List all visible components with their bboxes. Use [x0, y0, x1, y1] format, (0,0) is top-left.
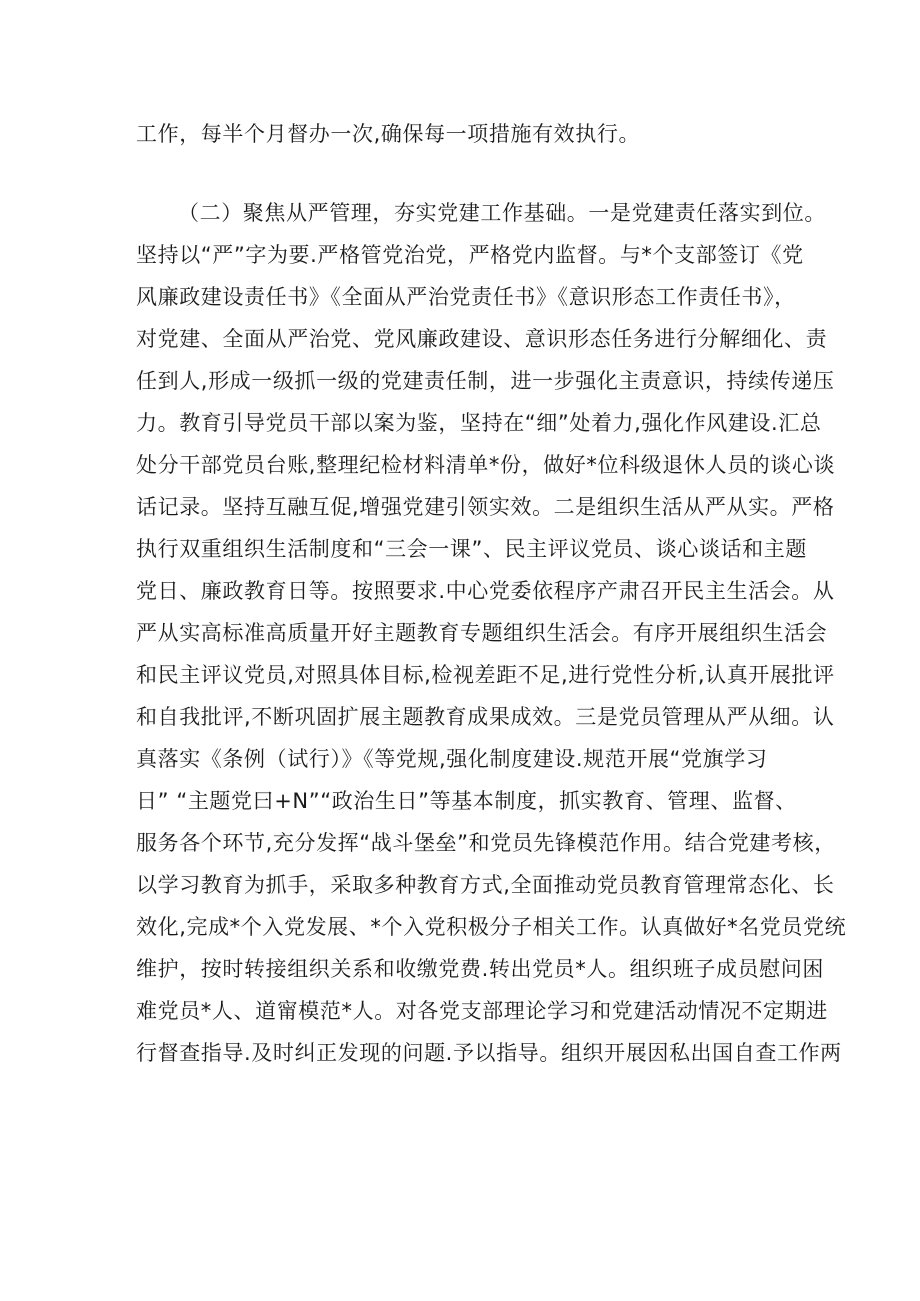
text-line-18: 以学习教育为抓手，采取多种教育方式,全面推动党员教育管理常态化、长 [136, 873, 835, 897]
text-line-16: 日” “主题党曰+N”“政治生日”等基本制度，抓实教育、管理、监督、 [136, 789, 797, 813]
text-line-4: 风廉政建设责任书》《全面从严治党责任书》《意识形态工作责任书》， [136, 285, 796, 309]
paragraph-start-line: （二）聚焦从严管理，夯实党建工作基础。一是党建责任落实到位。 [178, 201, 826, 225]
text-line-8: 处分干部党员台账,整理纪检材料清单*份，做好*位科级退休人员的谈心谈 [136, 453, 836, 477]
text-line-17: 服务各个环节,充分发挥“战斗堡垒”和党员先锋模范作用。结合党建考核， [136, 831, 836, 855]
text-line-22: 行督查指导.及时纠正发现的问题.予以指导。组织开展因私出国自查工作两 [136, 1041, 842, 1065]
text-line-15: 真落实《条例（试行）》《等党规,强化制度建设.规范开展“党旗学习 [136, 747, 768, 771]
text-line-21: 难党员*人、道甯模范*人。对各党支部理论学习和党建活动情况不定期进 [136, 999, 828, 1023]
text-line-14: 和自我批评,不断巩固扩展主题教育成果成效。三是党员管理从严从细。认 [136, 705, 835, 729]
text-line-5: 对党建、全面从严治党、党风廉政建设、意识形态任务进行分解细化、责 [136, 327, 828, 351]
text-line-7: 力。教育引导党员干部以案为鉴，坚持在“细”处着力,强化作风建设.汇总 [136, 411, 822, 435]
text-line-6: 任到人,形成一级抓一级的党建责任制，进一步强化主责意识，持续传递压 [136, 369, 835, 393]
text-line-13: 和民主评议党员,对照具体目标,检视差距不足,进行党性分析,认真开展批评 [136, 663, 835, 687]
text-line-3: 坚持以“严”字为要.严格管党治党，严格党内监督。与*个支部签订《党 [136, 243, 804, 267]
text-line-9: 话记录。坚持互融互促,增强党建引领实效。二是组织生活从严从实。严格 [136, 495, 835, 519]
text-line-10: 执行双重组织生活制度和“三会一课”、民主评议党员、谈心谈话和主题 [136, 537, 807, 561]
text-line-12: 严从实高标准高质量开好主题教育专题组织生活会。有序开展组织生活会 [136, 621, 828, 645]
text-line-11: 党日、廉政教育日等。按照要求.中心党委依程序产肃召开民主生活会。从 [136, 579, 835, 603]
text-line-19: 效化,完成*个入党发展、*个入党积极分子相关工作。认真做好*名党员党统 [136, 915, 847, 939]
text-line-20: 维护，按时转接组织关系和收缴党费.转出党员*人。组织班子成员慰问困 [136, 957, 824, 981]
text-line-1: 工作，每半个月督办一次,确保每一项措施有效执行。 [136, 122, 641, 146]
